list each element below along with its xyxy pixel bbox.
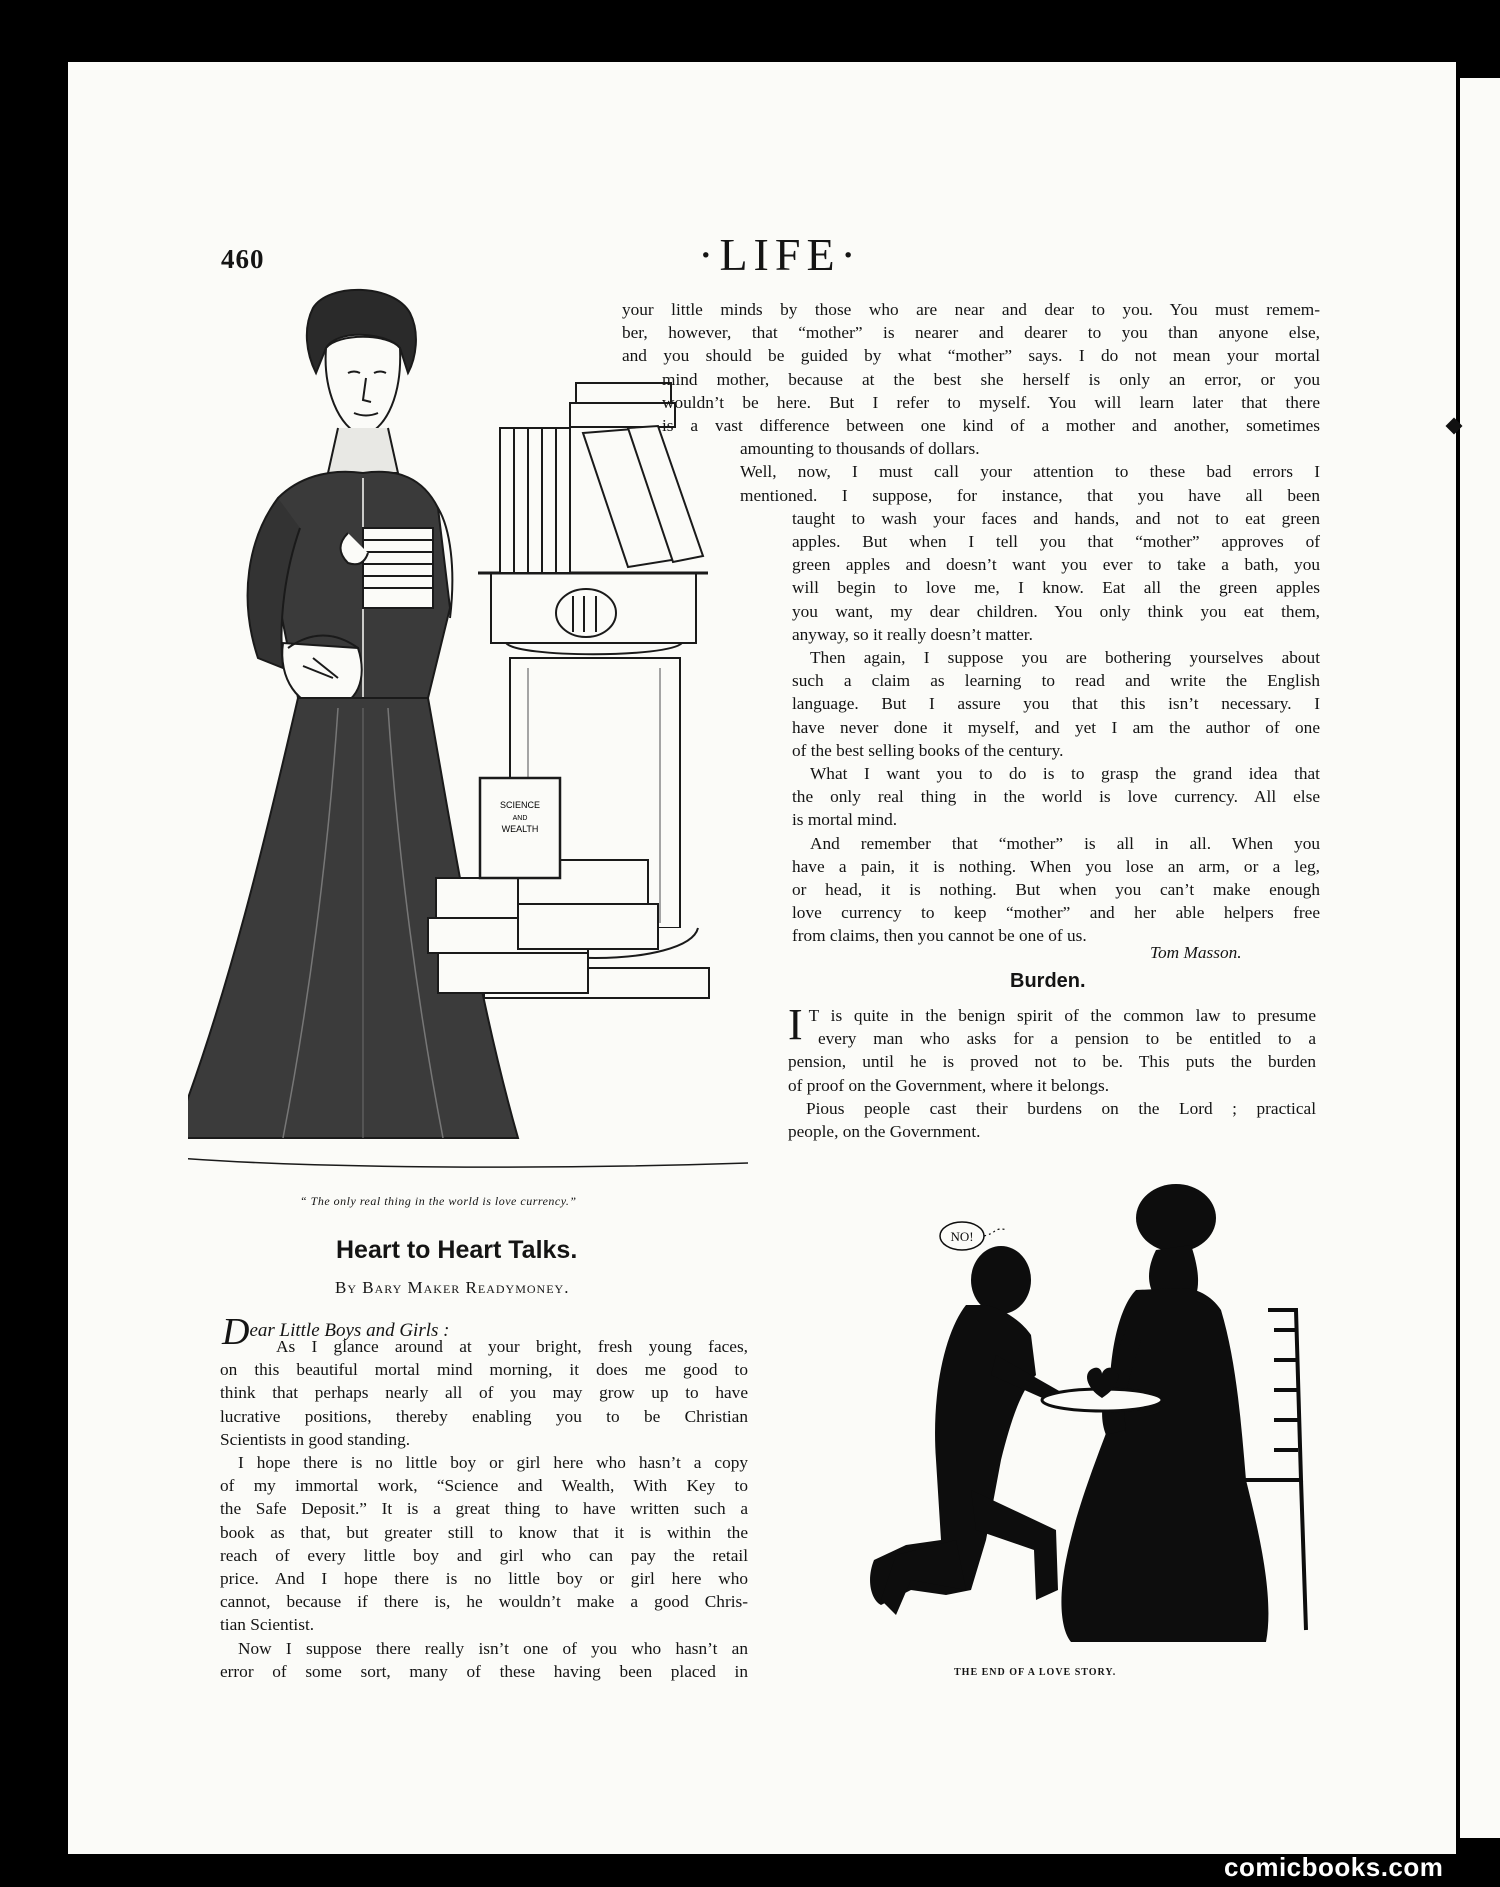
text-line: And remember that “mother” is all in all. When you [810, 833, 1320, 853]
text-line: of proof on the Government, where it belongs. [788, 1075, 1110, 1095]
salutation-initial: D [222, 1311, 250, 1353]
text-line: wouldn’t be here. But I refer to myself. You will learn later that there [662, 392, 1320, 412]
book-label-bottom: WEALTH [501, 824, 539, 834]
text-line: is a vast difference between one kind of a mother and another, sometimes [662, 416, 1320, 436]
text-line: or head, it is nothing. But when you can’t make enough [792, 880, 1320, 900]
text-line: green apples and doesn’t want you ever to take a bath, you [792, 555, 1320, 575]
article-continuation [622, 298, 1320, 948]
watermark-logo: comicbooks.com [1224, 1852, 1444, 1882]
page-number: 460 [221, 244, 265, 274]
text-line: tian Scientist. [220, 1615, 315, 1635]
facing-page-edge [1460, 78, 1500, 1838]
text-line: people, on the Government. [788, 1122, 981, 1142]
masthead-title: ·LIFE· [698, 229, 862, 280]
text-line: love currency to keep “mother” and her able helpers free [792, 903, 1320, 923]
text-line: such a claim as learning to read and write the English [792, 671, 1320, 691]
text-line: As I glance around at your bright, fresh young faces, [276, 1337, 748, 1356]
heart-article-byline: By Bary Maker Readymoney. [335, 1278, 570, 1297]
text-line: What I want you to do is to grasp the grand idea that [810, 764, 1320, 784]
heart-article-body [220, 1335, 748, 1683]
text-line: ber, however, that “mother” is nearer and dearer to you than anyone else, [622, 323, 1320, 343]
speech-bubble-text: NO! [950, 1229, 974, 1244]
text-line: the only real thing in the world is love currency. All else [792, 787, 1320, 807]
text-line: taught to wash your faces and hands, and not to eat green [792, 508, 1320, 528]
drop-cap: I [788, 1000, 803, 1049]
text-line: Well, now, I must call your attention to these bad errors I [740, 462, 1320, 482]
text-line: every man who asks for a pension to be entitled to a [818, 1029, 1316, 1049]
text-line: cannot, because if there is, he wouldn’t make a good Chris- [220, 1592, 748, 1612]
book-label-mid: AND [512, 815, 528, 822]
text-line: lucrative positions, thereby enabling you to be Christian [220, 1406, 748, 1426]
burden-article [788, 1000, 1316, 1143]
salutation-text: ear Little Boys and Girls : [249, 1320, 450, 1341]
book-label-top: SCIENCE [499, 800, 541, 810]
text-line: mind mother, because at the best she herself is only an error, or you [662, 369, 1320, 389]
text-line: reach of every little boy and girl who can pay the retail [220, 1545, 748, 1565]
text-line: will begin to love me, I know. Eat all the green apples [792, 578, 1320, 598]
text-line: Pious people cast their burdens on the Lord ; practical [806, 1098, 1316, 1118]
text-line: have never done it myself, and yet I am the author of one [792, 717, 1320, 737]
text-line: I hope there is no little boy or girl here who hasn’t a copy [238, 1453, 748, 1473]
text-line: Scientists in good standing. [220, 1429, 411, 1449]
text-line: amounting to thousands of dollars. [740, 439, 980, 459]
text-line: your little minds by those who are near and dear to you. You must remem- [622, 300, 1320, 319]
left-illustration-caption: “ The only real thing in the world is love currency.” [300, 1194, 577, 1208]
text-line: on this beautiful mortal mind morning, it does me good to [220, 1360, 748, 1380]
text-line: error of some sort, many of these having been placed in [220, 1661, 748, 1681]
text-line: apples. But when I tell you that “mother” approves of [792, 532, 1320, 552]
heart-article-title: Heart to Heart Talks. [336, 1236, 578, 1264]
text-line: of my immortal work, “Science and Wealth, With Key to [220, 1476, 748, 1496]
text-line: mentioned. I suppose, for instance, that you have all been [740, 485, 1320, 505]
right-illustration-caption: THE END OF A LOVE STORY. [954, 1667, 1117, 1678]
text-line: is mortal mind. [792, 810, 898, 830]
text-line: and you should be guided by what “mother” says. I do not mean your mortal [622, 346, 1320, 366]
text-line: anyway, so it really doesn’t matter. [792, 624, 1033, 644]
text-line: you want, my dear children. You only think you eat them, [792, 601, 1320, 621]
text-line: think that perhaps nearly all of you may grow up to have [220, 1383, 748, 1403]
text-line: the Safe Deposit.” It is a great thing to have written such a [220, 1499, 748, 1519]
text-line: Then again, I suppose you are bothering yourselves about [810, 648, 1320, 668]
text-line: T is quite in the benign spirit of the common law to presume [808, 1006, 1316, 1025]
text-line: of the best selling books of the century. [792, 740, 1064, 760]
author-signature: Tom Masson. [1150, 943, 1242, 962]
text-line: from claims, then you cannot be one of us. [792, 926, 1087, 946]
text-line: language. But I assure you that this isn’t necessary. I [792, 694, 1320, 714]
text-line: Now I suppose there really isn’t one of you who hasn’t an [238, 1638, 748, 1658]
burden-title: Burden. [1010, 970, 1086, 992]
text-line: pension, until he is proved not to be. This puts the burden [788, 1052, 1316, 1072]
text-line: have a pain, it is nothing. When you lose an arm, or a leg, [792, 856, 1320, 876]
text-line: book as that, but greater still to know that it is within the [220, 1522, 748, 1542]
silhouette-proposal-illustration [796, 1160, 1356, 1660]
text-line: price. And I hope there is no little boy or girl here who [220, 1569, 748, 1589]
